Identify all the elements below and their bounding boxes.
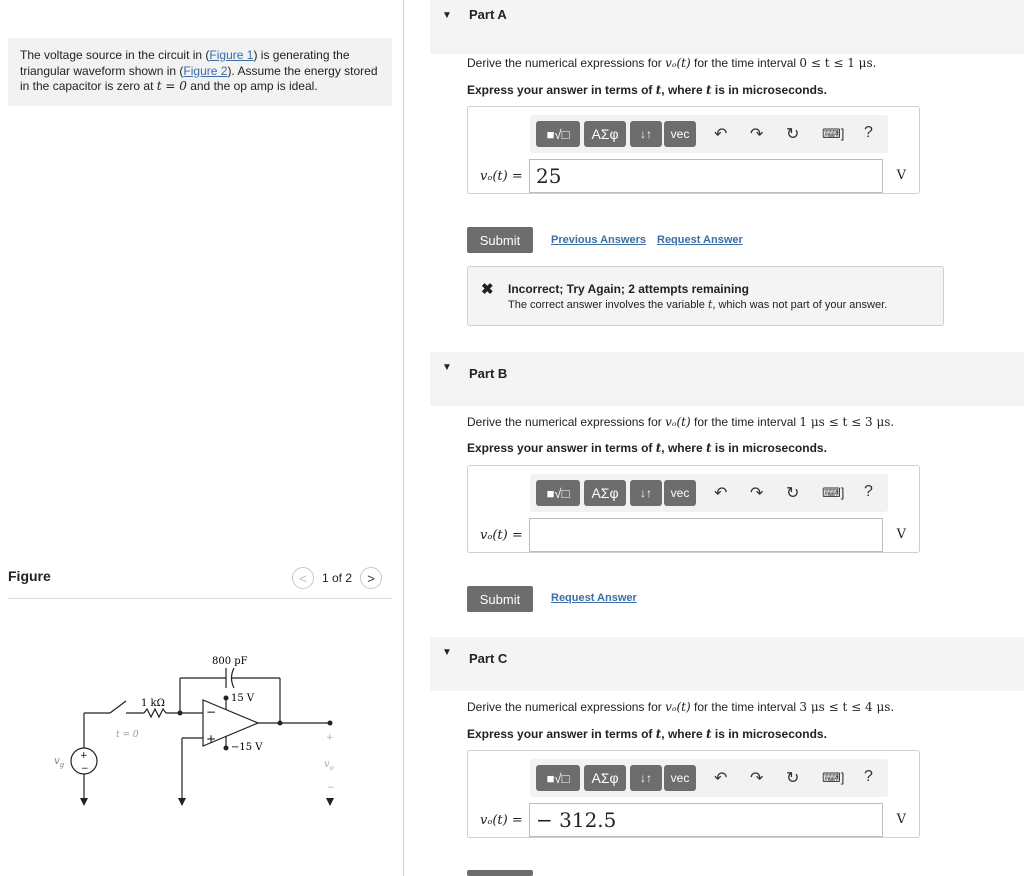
problem-statement: The voltage source in the circuit in (Figure 1) is generating the triangular waveform shown in (Figure 2). Assume the energy stored in the capacitor is zero at t = 0 and the op amp is ideal. — [8, 38, 392, 106]
source-label: $v_g$ — [54, 756, 65, 769]
help-icon[interactable]: ? — [864, 768, 873, 785]
reset-icon[interactable]: ↻ — [786, 770, 800, 787]
vo-label: vₒ(t) = — [480, 813, 523, 828]
vector-button[interactable]: vec — [664, 765, 696, 791]
vector-button[interactable]: vec — [664, 480, 696, 506]
caret-down-icon: ▼ — [442, 362, 452, 373]
keyboard-icon[interactable]: ⌨] — [822, 126, 845, 141]
circuit-diagram — [40, 640, 350, 830]
opamp-minus: − — [206, 705, 217, 719]
x-icon: ✖ — [481, 281, 494, 298]
subscript-button[interactable]: ↓↑ — [630, 121, 662, 147]
part-a-prompt: Derive the numerical expressions for vₒ(t) for the time interval 0 ≤ t ≤ 1 μs. — [467, 56, 877, 70]
part-c-answer-input[interactable]: − 312.5 — [529, 803, 883, 837]
part-b-answer-box — [467, 465, 920, 553]
source-plus: + — [80, 751, 88, 761]
figure-title: Figure — [8, 568, 51, 584]
vneg-label: −15 V — [231, 742, 263, 753]
math-toolbar — [530, 115, 888, 153]
undo-icon[interactable]: ↶ — [714, 485, 728, 502]
switch-time-label: t = 0 — [116, 730, 139, 740]
capacitor-label: 800 pF — [212, 656, 248, 667]
greek-symbols-button[interactable]: ΑΣφ — [584, 480, 626, 506]
help-icon[interactable]: ? — [864, 124, 873, 141]
subscript-button[interactable]: ↓↑ — [630, 765, 662, 791]
part-c-instruction: Express your answer in terms of t, where t is in microseconds. — [467, 727, 827, 741]
output-minus: − — [327, 783, 335, 793]
templates-button[interactable]: ■√□ — [536, 765, 580, 791]
part-b-header[interactable]: ▼ Part B — [430, 352, 1024, 406]
undo-icon[interactable]: ↶ — [714, 126, 728, 143]
part-b-instruction: Express your answer in terms of t, where t is in microseconds. — [467, 441, 827, 455]
request-answer-link[interactable]: Request Answer — [657, 234, 743, 246]
feedback-detail: The correct answer involves the variable t, which was not part of your answer. — [508, 298, 888, 311]
previous-answers-link[interactable]: Previous Answers — [551, 234, 646, 246]
figure-divider — [8, 598, 392, 599]
part-c-submit-button[interactable] — [467, 870, 533, 876]
redo-icon[interactable]: ↷ — [750, 770, 764, 787]
part-c-answer-box — [467, 750, 920, 838]
resistor-label: 1 kΩ — [141, 698, 165, 709]
vo-label: vₒ(t) = — [480, 169, 523, 184]
subscript-button[interactable]: ↓↑ — [630, 480, 662, 506]
output-label: $v_o$ — [324, 759, 334, 772]
templates-button[interactable]: ■√□ — [536, 121, 580, 147]
math-toolbar — [530, 759, 888, 797]
left-panel — [0, 0, 404, 876]
greek-symbols-button[interactable]: ΑΣφ — [584, 121, 626, 147]
chevron-right-icon[interactable]: > — [360, 567, 382, 589]
vo-label: vₒ(t) = — [480, 528, 523, 543]
reset-icon[interactable]: ↻ — [786, 485, 800, 502]
templates-button[interactable]: ■√□ — [536, 480, 580, 506]
feedback-title: Incorrect; Try Again; 2 attempts remaining — [508, 282, 749, 296]
caret-down-icon: ▼ — [442, 10, 452, 21]
vpos-label: 15 V — [231, 693, 255, 704]
part-b-prompt: Derive the numerical expressions for vₒ(t) for the time interval 1 μs ≤ t ≤ 3 μs. — [467, 415, 895, 429]
figure-page-count: 1 of 2 — [322, 571, 353, 585]
reset-icon[interactable]: ↻ — [786, 126, 800, 143]
help-icon[interactable]: ? — [864, 483, 873, 500]
redo-icon[interactable]: ↷ — [750, 485, 764, 502]
unit-label: V — [896, 527, 906, 542]
part-b-submit-button[interactable]: Submit — [467, 586, 533, 612]
undo-icon[interactable]: ↶ — [714, 770, 728, 787]
part-a-answer-box — [467, 106, 920, 194]
vector-button[interactable]: vec — [664, 121, 696, 147]
part-c-header[interactable]: ▼ Part C — [430, 637, 1024, 691]
figure-1-link[interactable]: Figure 1 — [209, 48, 254, 62]
source-minus: − — [81, 764, 89, 774]
greek-symbols-button[interactable]: ΑΣφ — [584, 765, 626, 791]
output-plus: + — [326, 733, 334, 743]
math-toolbar — [530, 474, 888, 512]
request-answer-link[interactable]: Request Answer — [551, 592, 637, 604]
keyboard-icon[interactable]: ⌨] — [822, 770, 845, 785]
part-a-header[interactable]: ▼ Part A — [430, 0, 1024, 54]
feedback-box — [467, 266, 944, 326]
part-b-answer-input[interactable] — [529, 518, 883, 552]
figure-pager — [292, 567, 382, 589]
redo-icon[interactable]: ↷ — [750, 126, 764, 143]
unit-label: V — [896, 812, 906, 827]
part-a-answer-input[interactable]: 25 — [529, 159, 883, 193]
keyboard-icon[interactable]: ⌨] — [822, 485, 845, 500]
figure-2-link[interactable]: Figure 2 — [183, 63, 228, 78]
unit-label: V — [896, 168, 906, 183]
chevron-left-icon[interactable]: < — [292, 567, 314, 589]
part-a-instruction: Express your answer in terms of t, where t is in microseconds. — [467, 83, 827, 97]
part-c-prompt: Derive the numerical expressions for vₒ(t) for the time interval 3 μs ≤ t ≤ 4 μs. — [467, 700, 895, 714]
part-a-submit-button[interactable]: Submit — [467, 227, 533, 253]
caret-down-icon: ▼ — [442, 647, 452, 658]
opamp-plus: + — [206, 732, 217, 746]
